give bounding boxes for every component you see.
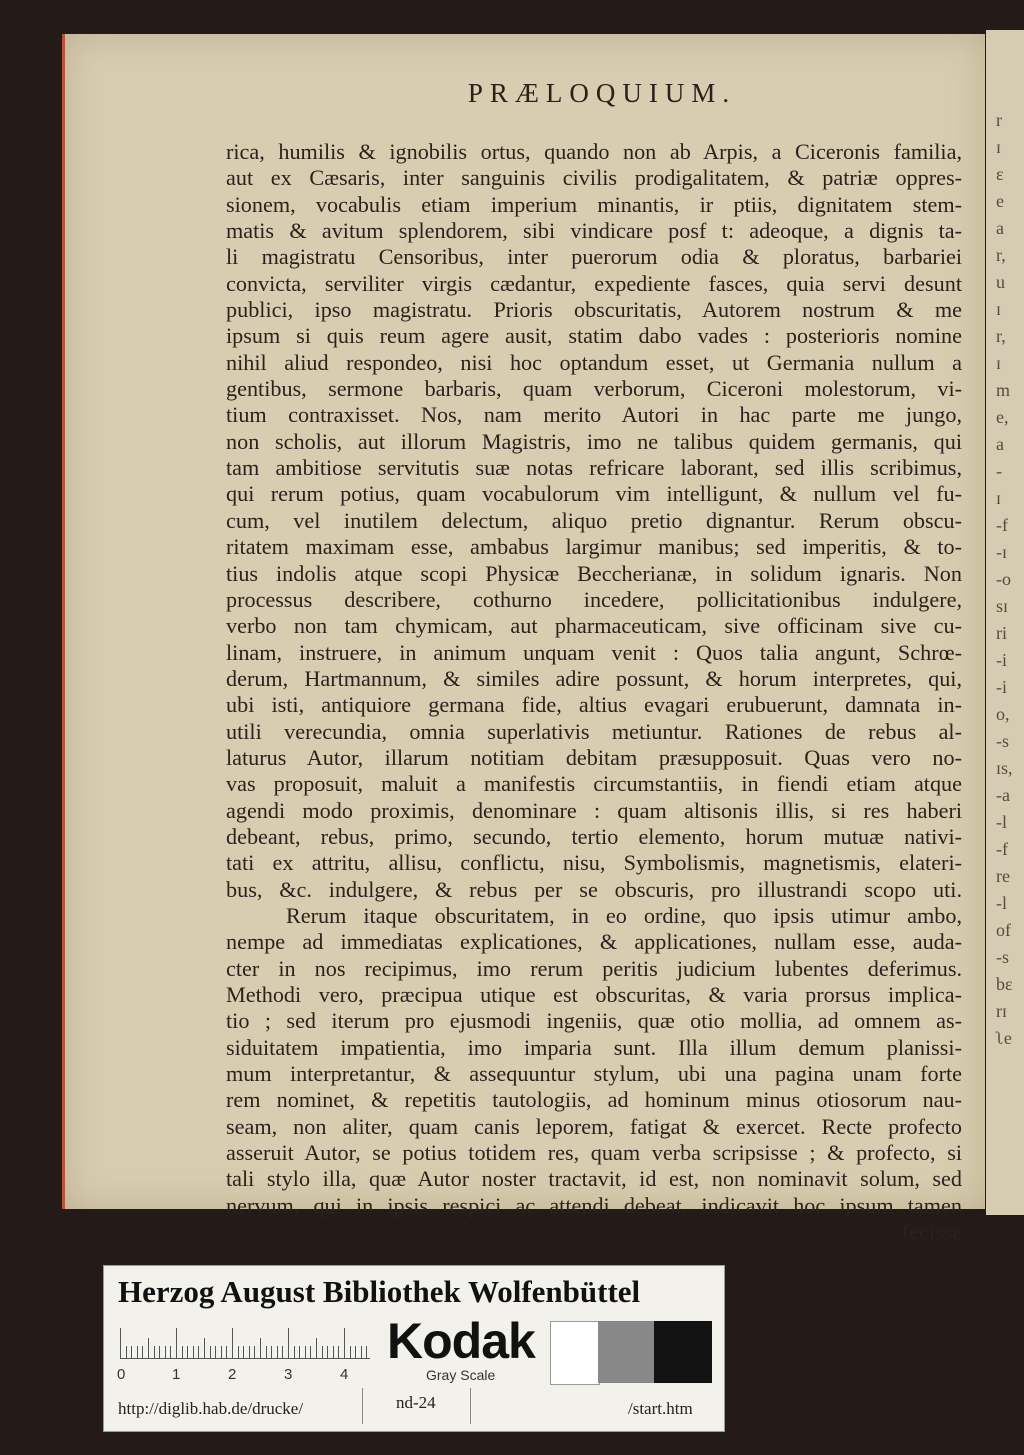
- margin-fragment: ʅe: [996, 1028, 1012, 1048]
- text-line: seam, non aliter, quam canis leporem, fatigat & exercet. Recte profecto: [226, 1113, 962, 1139]
- text-line: non scholis, aut illorum Magistris, imo ne talibus quidem germanis, qui: [226, 428, 962, 454]
- text-line: laturus Autor, illarum notitiam debitam præsupposuit. Quas vero no-: [226, 744, 962, 770]
- margin-fragment: ɛ: [996, 164, 1004, 184]
- margin-fragment: ɪ: [996, 353, 1002, 373]
- text-line: verbo non tam chymicam, aut pharmaceuticam, sive officinam sive cu-: [226, 613, 962, 639]
- text-line: asseruit Autor, se potius totidem res, quam verba scripsisse ; & profecto, si: [226, 1140, 962, 1166]
- text-line: rem nominet, & repetitis tautologiis, ad hominum minus otiosorum nau-: [226, 1087, 962, 1113]
- text-line: tam ambitiose servitutis suæ notas refricare laborant, sed illis scribimus,: [226, 455, 962, 481]
- ruler-number: 2: [228, 1366, 237, 1383]
- margin-fragment: -f: [996, 839, 1008, 859]
- ruler-tick: [215, 1346, 216, 1358]
- ruler-number: 3: [284, 1366, 293, 1383]
- margin-fragment: sɪ: [996, 596, 1009, 616]
- ruler-tick: [350, 1346, 351, 1358]
- ruler-tick: [322, 1346, 323, 1358]
- ruler-tick: [344, 1328, 345, 1358]
- running-head: PRÆLOQUIUM.: [467, 78, 737, 108]
- text-line: tio ; sed iterum pro ejusmodi ingeniis, quæ otio mollia, ad omnem as-: [226, 1008, 962, 1034]
- margin-fragment: e,: [996, 407, 1009, 427]
- ruler-tick: [288, 1328, 289, 1358]
- ruler-tick: [299, 1346, 300, 1358]
- text-line: ubi isti, antiquiore germana fide, altius evagari erubuerunt, damnata in-: [226, 692, 962, 718]
- text-line: ritatem maximam esse, ambabus largimur manibus; sed imperitis, & to-: [226, 534, 962, 560]
- margin-fragment: r,: [996, 326, 1006, 346]
- text-line: rica, humilis & ignobilis ortus, quando non ab Arpis, a Ciceronis familia,: [226, 139, 962, 164]
- ruler-tick: [142, 1346, 143, 1358]
- margin-fragment: ɪs,: [996, 758, 1013, 778]
- ruler-tick: [131, 1346, 132, 1358]
- text-line: agendi modo proximis, denominare : quam altisonis illis, si res haberi: [226, 797, 962, 823]
- text-line: tium contraxisset. Nos, nam merito Autori in hac parte me jungo,: [226, 402, 962, 428]
- ruler-tick: [271, 1346, 272, 1358]
- margin-fragment: bɛ: [996, 974, 1013, 994]
- gray-patch-mid: [598, 1321, 654, 1383]
- text-line: gentibus, sermone barbaris, quam verborum, Ciceroni molestorum, vi-: [226, 376, 962, 402]
- text-line: nervum, qui in ipsis respici ac attendi debeat, indicavit hoc ipsum tamen: [226, 1192, 962, 1218]
- margin-fragment: -i: [996, 677, 1007, 697]
- margin-fragment: -: [996, 461, 1002, 481]
- text-line: nihil aliud respondeo, nisi hoc optandum esset, ut Germania nullum a: [226, 349, 962, 375]
- text-line: publici, ipso magistratu. Prioris obscuritatis, Autorem nostrum & me: [226, 297, 962, 323]
- margin-fragment: re: [996, 866, 1010, 886]
- ruler-number: 0: [117, 1366, 126, 1383]
- ruler-tick: [159, 1346, 160, 1358]
- margin-fragment: -s: [996, 731, 1009, 751]
- ruler-tick: [316, 1338, 317, 1358]
- library-name: Herzog August Bibliothek Wolfenbüttel: [118, 1274, 641, 1309]
- ruler-tick: [232, 1328, 233, 1358]
- color-target-card: [103, 1265, 725, 1432]
- margin-fragment: r: [996, 110, 1002, 130]
- text-line: tius indolis atque scopi Physicæ Beccherianæ, in solidum ignaris. Non: [226, 560, 962, 586]
- margin-fragment: -l: [996, 893, 1007, 913]
- margin-fragment: rɪ: [996, 1001, 1007, 1021]
- ruler-tick: [182, 1346, 183, 1358]
- margin-fragment: ɪ: [996, 137, 1002, 157]
- ruler-tick: [210, 1346, 211, 1358]
- shelfmark: nd-24: [396, 1393, 436, 1412]
- url-suffix: /start.htm: [628, 1399, 693, 1418]
- margin-fragment: a: [996, 218, 1004, 238]
- ruler-tick: [120, 1328, 121, 1358]
- text-line: aut ex Cæsaris, inter sanguinis civilis prodigalitatem, & patriæ oppres-: [226, 165, 962, 191]
- ruler-tick: [305, 1346, 306, 1358]
- kodak-logo: Kodak: [387, 1313, 535, 1369]
- ruler-tick: [249, 1346, 250, 1358]
- ruler-tick: [187, 1346, 188, 1358]
- text-line: utili verecundia, omnia superlativis metiuntur. Rationes de rebus al-: [226, 718, 962, 744]
- ruler-tick: [126, 1346, 127, 1358]
- text-line: Methodi vero, præcipua utique est obscuritas, & varia prorsus implica-: [226, 982, 962, 1007]
- margin-fragment: r,: [996, 245, 1006, 265]
- text-line: cum, vel inutilem delectum, aliquo pretio dignantur. Rerum obscu-: [226, 507, 962, 533]
- ruler-tick: [193, 1346, 194, 1358]
- url-prefix: http://diglib.hab.de/drucke/: [118, 1399, 304, 1418]
- text-line: bus, &c. indulgere, & rebus per se obscuris, pro illustrandi scopo uti.: [226, 876, 962, 902]
- text-line: Rerum itaque obscuritatem, in eo ordine, quo ipsis utimur ambo,: [286, 902, 962, 928]
- gray-patch-black: [654, 1321, 712, 1383]
- margin-fragment: e: [996, 191, 1004, 211]
- margin-fragment: -l: [996, 812, 1007, 832]
- ruler-tick: [254, 1346, 255, 1358]
- margin-fragment: ɪ: [996, 299, 1002, 319]
- margin-fragment: o,: [996, 704, 1010, 724]
- ruler-tick: [310, 1346, 311, 1358]
- card-divider: [362, 1388, 363, 1424]
- margin-fragment: ɪ: [996, 488, 1002, 508]
- margin-fragment: u: [996, 272, 1005, 292]
- margin-fragment: -f: [996, 515, 1008, 535]
- margin-fragment: ri: [996, 623, 1007, 643]
- margin-fragment: -i: [996, 650, 1007, 670]
- text-line: mum interpretantur, & assequuntur stylum, ubi una pagina unam forte: [226, 1061, 962, 1087]
- text-line: cter in nos recipimus, imo rerum peritis judicium lubentes deferimus.: [226, 955, 962, 981]
- scale-ruler: [120, 1324, 370, 1359]
- ruler-tick: [266, 1346, 267, 1358]
- text-line: vas proposuit, maluit a manifestis circumstantiis, in fiendi etiam atque: [226, 771, 962, 797]
- text-line: convicta, serviliter virgis cædantur, expediente fasces, quia servi desunt: [226, 270, 962, 296]
- ruler-tick: [366, 1346, 367, 1358]
- text-line: derum, Hartmannum, & similes adire possunt, & horum interpretes, qui,: [226, 665, 962, 691]
- text-line: processus describere, cothurno incedere, pollicitationibus indulgere,: [226, 586, 962, 612]
- ruler-tick: [355, 1346, 356, 1358]
- ruler-tick: [204, 1338, 205, 1358]
- text-line: siduitatem impatientia, imo imparia sunt. Illa illum demum planissi-: [226, 1034, 962, 1060]
- ruler-tick: [148, 1338, 149, 1358]
- gray-scale-label: Gray Scale: [426, 1367, 496, 1383]
- margin-fragment: of: [996, 920, 1011, 940]
- ruler-tick: [170, 1346, 171, 1358]
- text-line: linam, instruere, in animum unquam venit : Quos talia angunt, Schrœ-: [226, 639, 962, 665]
- text-line: qui rerum potius, quam vocabulorum vim intelligunt, & nullum vel fu-: [226, 481, 962, 507]
- text-line: li magistratu Censoribus, inter puerorum odia & ploratus, barbariei: [226, 244, 962, 270]
- ruler-tick: [282, 1346, 283, 1358]
- ruler-tick: [294, 1346, 295, 1358]
- ruler-tick: [154, 1346, 155, 1358]
- gray-patch-white: [550, 1321, 600, 1385]
- ruler-tick: [165, 1346, 166, 1358]
- ruler-tick: [338, 1346, 339, 1358]
- ruler-tick: [361, 1346, 362, 1358]
- text-line: matis & avitum splendorem, sibi vindicare posf t: adeoque, a dignis ta-: [226, 218, 962, 244]
- text-line: sionem, vocabulis etiam imperium minantis, ir ptiis, dignitatem stem-: [226, 191, 962, 217]
- ruler-tick: [198, 1346, 199, 1358]
- ruler-tick: [327, 1346, 328, 1358]
- ruler-tick: [137, 1346, 138, 1358]
- text-line: tali stylo illa, quæ Autor noster tractavit, id est, non nominavit solum, sed: [226, 1166, 962, 1192]
- card-divider: [470, 1388, 471, 1424]
- ruler-tick: [238, 1346, 239, 1358]
- ruler-tick: [226, 1346, 227, 1358]
- margin-fragment: -s: [996, 947, 1009, 967]
- ruler-tick: [221, 1346, 222, 1358]
- margin-fragment: -ɪ: [996, 542, 1007, 562]
- text-line: tati ex attritu, allisu, conflictu, nisu, Symbolismis, magnetismis, elateri-: [226, 850, 962, 876]
- adjacent-page-strip: [986, 30, 1024, 1215]
- ruler-tick: [176, 1328, 177, 1358]
- margin-fragment: a: [996, 434, 1004, 454]
- margin-fragment: -o: [996, 569, 1011, 589]
- ruler-tick: [333, 1346, 334, 1358]
- text-line: nempe ad immediatas explicationes, & applicationes, nullam esse, auda-: [226, 929, 962, 955]
- text-line: fecisse: [901, 1219, 962, 1245]
- ruler-number: 4: [340, 1366, 349, 1383]
- margin-fragment: -a: [996, 785, 1010, 805]
- text-line: ipsum si quis reum agere ausit, statim dabo vades : posterioris nomine: [226, 323, 962, 349]
- ruler-number: 1: [172, 1366, 181, 1383]
- ruler-tick: [243, 1346, 244, 1358]
- margin-fragment: m: [996, 380, 1011, 400]
- ruler-tick: [260, 1338, 261, 1358]
- ruler-tick: [277, 1346, 278, 1358]
- text-line: debeant, rebus, primo, secundo, tertio elemento, horum mutuæ nativi-: [226, 823, 962, 849]
- body-text: [226, 139, 962, 1245]
